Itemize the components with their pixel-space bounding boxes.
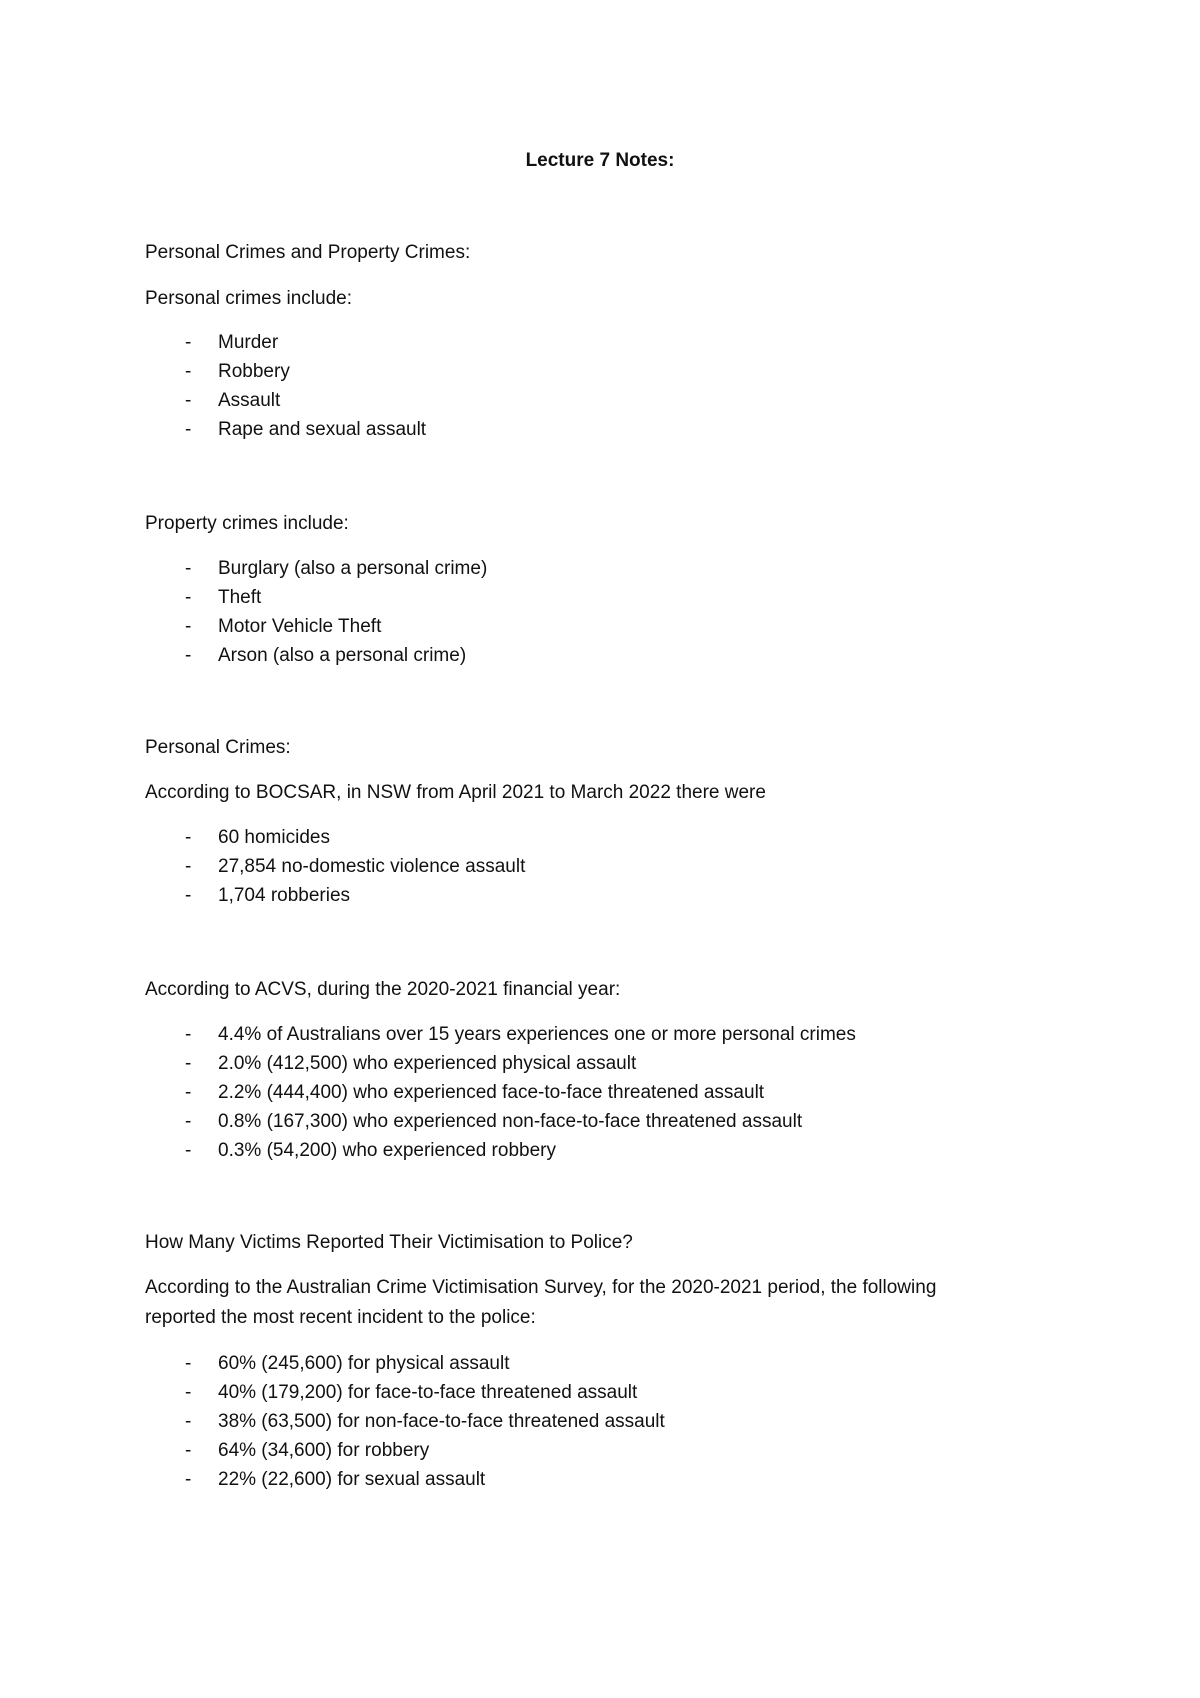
- bocsar-list: [145, 823, 1045, 910]
- list-item: - 40% (179,200) for face-to-face threatened assault: [145, 1378, 1045, 1407]
- property-crimes-list: [145, 554, 1045, 670]
- reporting-intro-line-1: According to the Australian Crime Victimisation Survey, for the 2020-2021 period, the following: [145, 1277, 937, 1298]
- page-title: Lecture 7 Notes:: [525, 150, 675, 171]
- list-item: - Arson (also a personal crime): [145, 641, 1045, 670]
- list-item: - 1,704 robberies: [145, 881, 1045, 910]
- bullet-dash: -: [185, 1111, 192, 1132]
- list-item: - 60 homicides: [145, 823, 1045, 852]
- bullet-dash: -: [185, 645, 192, 666]
- bullet-dash: -: [185, 1382, 192, 1403]
- list-item: - 2.2% (444,400) who experienced face-to-face threatened assault: [145, 1078, 1045, 1107]
- bullet-dash: -: [185, 419, 192, 440]
- bullet-dash: -: [185, 1411, 192, 1432]
- reporting-list: [145, 1349, 1045, 1494]
- personal-crimes-list: [145, 328, 1045, 444]
- list-item: - 60% (245,600) for physical assault: [145, 1349, 1045, 1378]
- list-item: - 64% (34,600) for robbery: [145, 1436, 1045, 1465]
- section-heading-personal-crimes: Personal Crimes:: [145, 737, 291, 758]
- section-heading-reporting: How Many Victims Reported Their Victimisation to Police?: [145, 1232, 633, 1253]
- bullet-dash: -: [185, 1353, 192, 1374]
- list-item: - Motor Vehicle Theft: [145, 612, 1045, 641]
- bullet-dash: -: [185, 1024, 192, 1045]
- list-item: - 22% (22,600) for sexual assault: [145, 1465, 1045, 1494]
- bullet-dash: -: [185, 1053, 192, 1074]
- acvs-intro: According to ACVS, during the 2020-2021 financial year:: [145, 979, 621, 1000]
- list-item: - 4.4% of Australians over 15 years experiences one or more personal crimes: [145, 1020, 1045, 1049]
- bullet-dash: -: [185, 856, 192, 877]
- property-crimes-intro: Property crimes include:: [145, 513, 349, 534]
- bullet-dash: -: [185, 827, 192, 848]
- acvs-list: [145, 1020, 1045, 1165]
- bullet-dash: -: [185, 390, 192, 411]
- list-item: - 0.8% (167,300) who experienced non-face-to-face threatened assault: [145, 1107, 1045, 1136]
- list-item: - 38% (63,500) for non-face-to-face threatened assault: [145, 1407, 1045, 1436]
- bullet-dash: -: [185, 1082, 192, 1103]
- list-item: - Rape and sexual assault: [145, 415, 1045, 444]
- bullet-dash: -: [185, 885, 192, 906]
- list-item: - Burglary (also a personal crime): [145, 554, 1045, 583]
- bullet-dash: -: [185, 332, 192, 353]
- bullet-dash: -: [185, 587, 192, 608]
- bullet-dash: -: [185, 1469, 192, 1490]
- bocsar-intro: According to BOCSAR, in NSW from April 2021 to March 2022 there were: [145, 782, 766, 803]
- bullet-dash: -: [185, 1440, 192, 1461]
- list-item: - Theft: [145, 583, 1045, 612]
- bullet-dash: -: [185, 558, 192, 579]
- bullet-dash: -: [185, 1140, 192, 1161]
- list-item: - 0.3% (54,200) who experienced robbery: [145, 1136, 1045, 1165]
- list-item: - Assault: [145, 386, 1045, 415]
- bullet-dash: -: [185, 616, 192, 637]
- list-item: - 2.0% (412,500) who experienced physical assault: [145, 1049, 1045, 1078]
- bullet-dash: -: [185, 361, 192, 382]
- reporting-intro-line-2: reported the most recent incident to the police:: [145, 1307, 536, 1328]
- list-item: - 27,854 no-domestic violence assault: [145, 852, 1045, 881]
- list-item: - Murder: [145, 328, 1045, 357]
- list-item: - Robbery: [145, 357, 1045, 386]
- personal-crimes-intro: Personal crimes include:: [145, 288, 352, 309]
- section-heading-crimes: Personal Crimes and Property Crimes:: [145, 242, 471, 263]
